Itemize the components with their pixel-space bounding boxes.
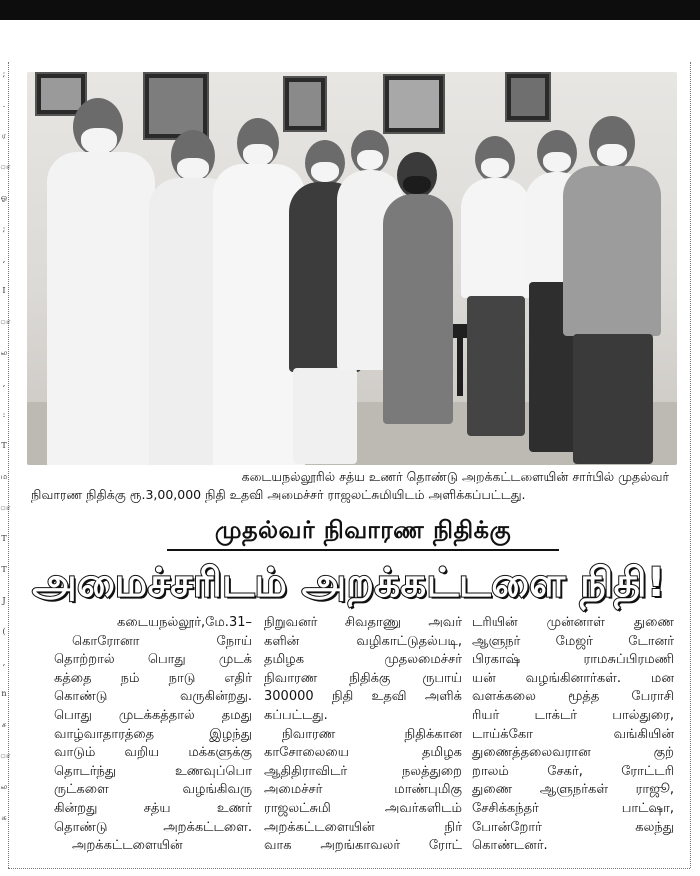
margin-fragment: T [1,441,7,450]
column-line: வாழ்வாதாரத்தை இழந்து [54,726,252,742]
column-line: றாலம் சேகர், ரோட்டரி [472,763,674,779]
wall-portrait-3 [283,76,327,132]
column-line: துணை ஆளுநர்கள் ராஜூ, [472,782,674,798]
column-line: கொண்டனர். [472,838,548,854]
column-line: 300000 நிதி உதவி அளிக் [264,689,462,705]
column-line: நிறுவனர் சிவதாணு அவர் [264,615,462,630]
article-column-2 [264,614,462,868]
column-line: பொது முடக்கத்தால் தமது [54,707,252,723]
column-line: தொடர்ந்து உணவுப்பொ [54,763,252,779]
margin-fragment: ல [0,348,8,357]
column-line: வளக்கலை மூத்த பேராசி [472,689,674,705]
margin-fragment: n [1,689,7,698]
column-line: ருட்களை வழங்கிவரு [54,782,252,798]
margin-fragment: க [1,813,7,822]
column-line: அறக்கட்டளையின் [72,838,183,854]
margin-fragment: , [2,658,6,667]
margin-fragment: T [1,565,7,574]
column-line: போன்றோர் கலந்து [472,819,674,835]
column-line: ரியர் டாக்டர் பால்துரை, [472,707,674,723]
kicker-row [8,513,690,553]
headline: அமைச்சரிடம் அறக்கட்டளை நிதி! [32,560,666,606]
margin-fragment: , [2,255,6,264]
bottom-rule [8,868,690,869]
wall-portrait-5 [505,72,551,122]
dateline: கடையநல்லூர்,மே.31– [117,615,252,630]
margin-fragment: ஓ [0,193,8,202]
margin-fragment: ; [2,69,6,78]
kicker-subheading: முதல்வர் நிவாரண நிதிக்கு [214,516,512,544]
column-line: சேசிக்கந்தர் பாட்ஷா, [472,800,674,816]
caption-line-2: நிவாரண நிதிக்கு ரூ.3,00,000 நிதி உதவி அமைச்சர் ராஜலட்சுமியிடம் அளிக்கப்பட்டது. [31,487,526,502]
kicker-underline [167,549,559,551]
top-banner-bar [0,0,700,20]
margin-fragment: ( [2,627,6,636]
margin-fragment: J [2,596,6,605]
margin-fragment: ா [0,503,11,512]
column-line: ஆதிதிராவிடர் நலத்துறை [264,763,462,779]
column-line: துணைத்தலைவரான குற் [472,745,674,761]
column-line: காசோலையை தமிழக [264,745,462,761]
margin-fragment: : [2,410,6,419]
margin-fragment: ர [1,131,7,140]
column-line: தமிழக முதலமைச்சர் [264,652,462,668]
margin-fragment: T [1,534,7,543]
table-leg-right [457,338,463,396]
margin-fragment: I [2,286,6,295]
margin-fragment: ல [0,782,8,791]
column-line: கின்றது சத்ய உணர் [54,800,252,816]
column-line: கொரோனா நோய் [72,633,252,649]
wall-portrait-2 [143,72,209,140]
column-line: நிவாரண நிதிக்கான [282,726,462,742]
column-line: டாய்க்கோ வங்கியின் [472,726,674,742]
column-line: ராஜலட்சுமி அவர்களிடம் [264,800,462,816]
column-line: கப்பட்டது. [264,707,328,723]
column-line: அமைச்சர் மாண்புமிகு [264,782,462,798]
left-column-rule [8,62,9,868]
column-line: கத்தை நம் நாடு எதிர் [54,670,252,686]
column-line: யன் வழங்கினார்கள். மன [472,670,674,686]
wall-portrait-4 [383,74,445,134]
margin-fragment: . [2,100,6,109]
margin-fragment: ; [2,224,6,233]
column-line: வாடும் வறிய மக்களுக்கு [54,745,252,761]
column-line: தொற்றால் பொது முடக் [54,652,252,668]
column-line: ஆளுநர் மேஜர் டோனர் [472,633,674,649]
margin-fragment: ா [0,317,11,326]
column-line: தொண்டு அறக்கட்டளை. [54,819,252,835]
column-line: வாக அறங்காவலர் ரோட் [264,838,462,854]
margin-fragment: ா [0,751,11,760]
margin-fragment: ச [1,720,7,729]
margin-fragment: , [2,379,6,388]
right-column-rule [690,62,691,868]
column-line: பிரகாஷ் ராமசுப்பிரமணி [472,652,674,668]
margin-fragment: ம [0,472,8,481]
caption-line-1: கடையநல்லூரில் சத்ய உணர் தொண்டு அறக்கட்டளையின் சார்பில் முதல்வர் [241,469,669,484]
column-line: களின் வழிகாட்டுதல்படி, [264,633,462,649]
margin-fragment: ா [0,162,11,171]
article-column-1 [54,614,252,868]
column-line: டரியின் முன்னாள் துணை [472,615,674,630]
column-line: அறக்கட்டளையின் நிர் [264,819,462,835]
column-line: நிவாரண நிதிக்கு ருபாய் [264,670,462,686]
photo-caption [27,468,677,504]
article-column-3 [472,614,674,868]
news-photo [27,72,677,465]
column-line: கொண்டு வருகின்றது. [54,689,252,705]
